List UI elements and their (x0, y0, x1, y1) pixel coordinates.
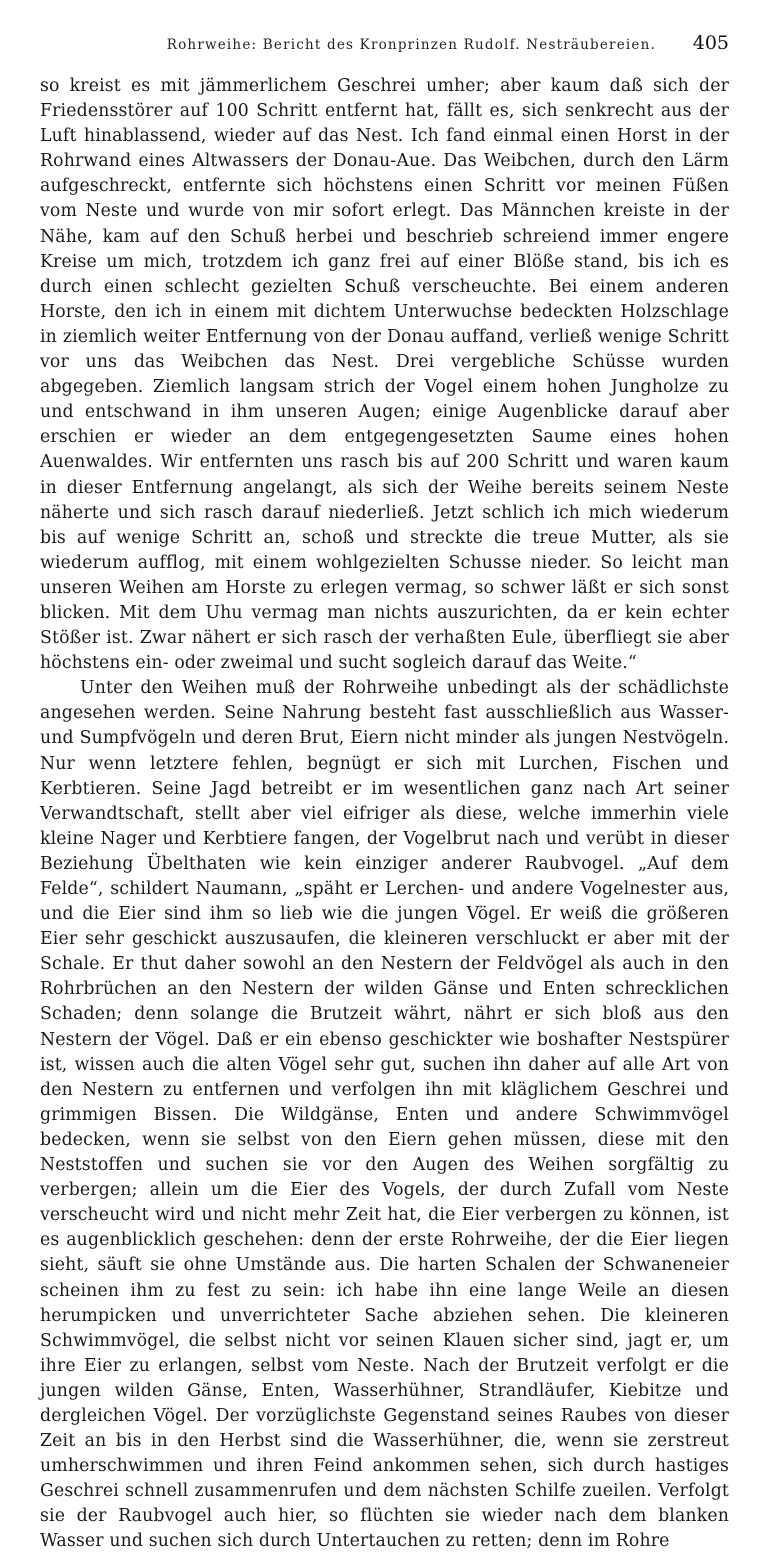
paragraph-rohrweihe-nahrung: Unter den Weihen muß der Rohrweihe unbedingt als der schädlichste angesehen werden. Seine Nahrung besteht fast ausschließlich aus Wasser- und Sumpfvögeln und deren Brut, Eiern nicht minder als jungen Nestvögeln. Nur wenn letztere fehlen, begnügt er sich mit Lurchen, Fischen und Kerbtieren. Seine Jagd betreibt er im wesentlichen ganz nach Art seiner Verwandtschaft, stellt aber viel eifriger als diese, welche immerhin viele kleine Nager und Kerbtiere fangen, der Vogelbrut nach und verübt in dieser Beziehung Übelthaten wie kein einziger anderer Raubvogel. „Auf dem Felde“, schildert Naumann, „späht er Lerchen- und andere Vogelnester aus, und die Eier sind ihm so lieb wie die jungen Vögel. Er weiß die größeren Eier sehr geschickt auszusaufen, die kleineren verschluckt er aber mit der Schale. Er thut daher sowohl an den Nestern der Feldvögel als auch in den Rohrbrüchen an den Nestern der wilden Gänse und Enten schrecklichen Schaden; denn solange die Brutzeit währt, nährt er sich bloß aus den Nestern der Vögel. Daß er ein ebenso geschickter wie boshafter Nestspürer ist, wissen auch die alten Vögel sehr gut, suchen ihn daher auf alle Art von den Nestern zu entfernen und verfolgen ihn mit kläglichem Geschrei und grimmigen Bissen. Die Wildgänse, Enten und andere Schwimmvögel bedecken, wenn sie selbst von den Eiern gehen müssen, diese mit den Neststoffen und suchen sie vor den Augen des Weihen sorgfältig zu verbergen; allein um die Eier des Vogels, der durch Zufall vom Neste verscheucht wird und nicht mehr Zeit hat, die Eier verbergen zu können, ist es augenblicklich geschehen: denn der erste Rohrweihe, der die Eier liegen sieht, säuft sie ohne Umstände aus. Die harten Schalen der Schwaneneier scheinen ihm zu fest zu sein: ich habe ihn eine lange Weile an diesen herumpicken und unverrichteter Sache abziehen sehen. Die kleineren Schwimmvögel, die selbst nicht vor seinen Klauen sicher sind, jagt er, um ihre Eier zu erlangen, selbst vom Neste. Nach der Brutzeit verfolgt er die jungen wilden Gänse, Enten, Wasserhühner, Strandläufer, Kiebitze und dergleichen Vögel. Der vorzüglichste Gegenstand seines Raubes von dieser Zeit an bis in den Herbst sind die Wasserhühner, die, wenn sie zerstreut umherschwimmen und ihren Feind ankommen sehen, sich durch hastiges Geschrei schnell zusammenrufen und dem nächsten Schilfe zueilen. Verfolgt sie der Raubvogel auch hier, so flüchten sie wieder nach dem blanken Wasser und suchen sich durch Untertauchen zu retten; denn im Rohre (40, 678, 729, 1552)
running-head: Rohrweihe: Bericht des Kronprinzen Rudolf. Nesträubereien. (166, 37, 656, 53)
paragraph-continued: so kreist es mit jämmerlichem Geschrei umher; aber kaum daß sich der Friedensstörer auf 100 Schritt entfernt hat, fällt es, sich senkrecht aus der Luft hinablassend, wieder auf das Nest. Ich fand einmal einen Horst in der Rohrwand eines Altwassers der Donau-Aue. Das Weibchen, durch den Lärm aufgeschreckt, entfernte sich höchstens einen Schritt vor meinen Füßen vom Neste und wurde von mir sofort erlegt. Das Männchen kreiste in der Nähe, kam auf den Schuß herbei und beschrieb schreiend immer engere Kreise um mich, trotzdem ich ganz frei auf einer Blöße stand, bis ich es durch einen schlecht gezielten Schuß verscheuchte. Bei einem anderen Horste, den ich in einem mit dichtem Unterwuchse bedeckten Holzschlage in ziemlich weiter Entfernung von der Donau auffand, verließ wenige Schritt vor uns das Weibchen das Nest. Drei vergebliche Schüsse wurden abgegeben. Ziemlich langsam strich der Vogel einem hohen Jungholze zu und entschwand in ihm unseren Augen; einige Augenblicke darauf aber erschien er wieder an dem entgegengesetzten Saume eines hohen Auenwaldes. Wir entfernten uns rasch bis auf 200 Schritt und waren kaum in dieser Entfernung angelangt, als sich der Weihe bereits seinem Neste näherte und sich rasch darauf niederließ. Jetzt schlich ich mich wiederum bis auf wenige Schritt an, schoß und streckte die treue Mutter, als sie wiederum aufflog, mit einem wohlgezielten Schusse nieder. So leicht man unseren Weihen am Horste zu erlegen vermag, so schwer läßt er sich sonst blicken. Mit dem Uhu vermag man nichts auszurichten, da er kein echter Stößer ist. Zwar nähert er sich rasch der verhaßten Eule, überfliegt sie aber höchstens ein- oder zweimal und sucht sogleich darauf das Weite.“ (40, 76, 729, 674)
page-number: 405 (692, 32, 729, 54)
page-header (40, 32, 729, 62)
body-text (40, 74, 729, 1555)
